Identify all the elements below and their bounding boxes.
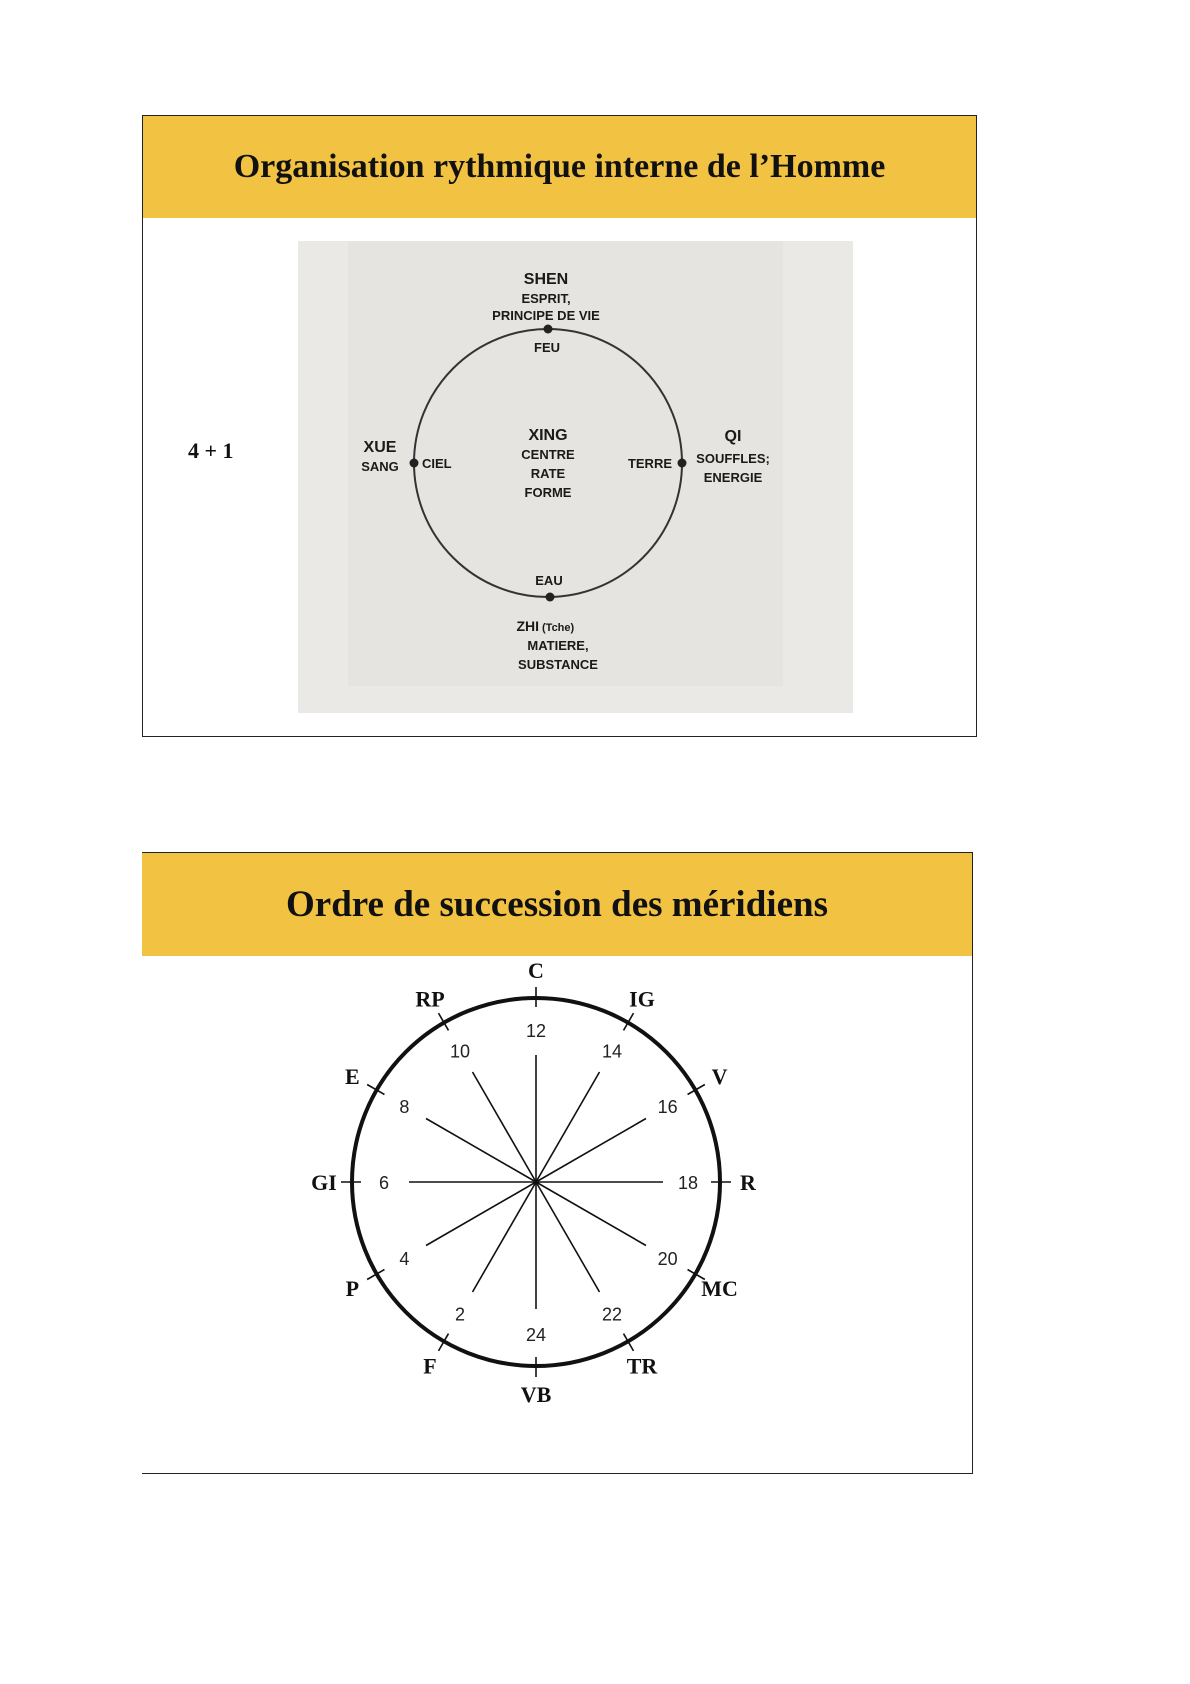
right-node	[678, 459, 687, 468]
spoke-F	[473, 1182, 537, 1292]
slide-title: Organisation rythmique interne de l’Homme	[233, 148, 886, 185]
spoke-TR	[536, 1182, 600, 1292]
meridian-label: TR	[626, 1353, 658, 1379]
hour-label: 14	[601, 1041, 623, 1062]
meridian-label: GI	[311, 1170, 337, 1195]
hour-label: 2	[454, 1304, 466, 1325]
meridian-label: IG	[629, 986, 655, 1012]
slide-title: Ordre de succession des méridiens	[286, 884, 828, 925]
matiere-label: MATIERE,	[527, 638, 589, 653]
eau-label: EAU	[535, 573, 563, 588]
souffles-label: SOUFFLES;	[696, 451, 770, 466]
meridian-label: V	[711, 1064, 728, 1089]
zhi-label: ZHI	[516, 618, 539, 634]
hour-label: 6	[378, 1173, 390, 1193]
hour-label: 16	[657, 1097, 678, 1117]
meridian-label: C	[528, 958, 544, 983]
bottom-node	[546, 593, 555, 602]
spoke-MC	[536, 1182, 646, 1246]
meridian-label: VB	[520, 1382, 552, 1407]
sang-label: SANG	[361, 459, 399, 474]
spoke-E	[426, 1119, 536, 1183]
meridian-wheel-svg	[142, 956, 972, 1473]
substance-label: SUBSTANCE	[518, 657, 598, 672]
shen-line1: ESPRIT,	[521, 291, 571, 306]
forme-label: FORME	[524, 485, 572, 500]
ciel-label: CIEL	[422, 456, 452, 471]
meridian-wheel	[142, 956, 972, 1473]
hour-label: 18	[677, 1173, 699, 1193]
spoke-V	[536, 1119, 646, 1183]
centre-label: CENTRE	[521, 447, 575, 462]
energie-label: ENERGIE	[703, 470, 763, 485]
meridian-label: RP	[415, 986, 445, 1012]
hour-label: 4	[399, 1249, 410, 1269]
hour-label: 8	[399, 1097, 410, 1117]
five-elements-diagram	[298, 241, 853, 713]
xing-label: XING	[528, 427, 568, 444]
qi-label: QI	[724, 428, 742, 445]
meridian-label: E	[345, 1064, 360, 1089]
spoke-IG	[536, 1072, 600, 1182]
side-note: 4 + 1	[188, 438, 234, 463]
hour-label: 10	[449, 1041, 471, 1062]
hour-label: 24	[525, 1325, 547, 1345]
five-elements-figure	[298, 241, 853, 713]
spoke-P	[426, 1182, 536, 1246]
meridian-label: R	[740, 1170, 756, 1195]
hour-label: 12	[525, 1021, 547, 1041]
shen-label: SHEN	[523, 271, 569, 288]
rate-label: RATE	[530, 466, 566, 481]
meridian-label: F	[423, 1353, 437, 1379]
shen-line2: PRINCIPE DE VIE	[492, 308, 600, 323]
slide-rhythmic-organisation	[142, 115, 977, 737]
hour-label: 22	[601, 1304, 623, 1325]
slide-header	[142, 853, 972, 956]
spoke-RP	[473, 1072, 537, 1182]
left-node	[410, 459, 419, 468]
meridian-label: MC	[701, 1276, 738, 1301]
hour-label: 20	[657, 1249, 678, 1269]
top-node	[544, 325, 553, 334]
xue-label: XUE	[363, 439, 397, 456]
slide-header	[143, 116, 976, 218]
terre-label: TERRE	[627, 456, 672, 471]
zhi-suffix: (Tche)	[542, 622, 575, 634]
feu-label: FEU	[534, 340, 560, 355]
slide-meridian-order	[142, 852, 973, 1474]
meridian-label: P	[345, 1276, 360, 1301]
